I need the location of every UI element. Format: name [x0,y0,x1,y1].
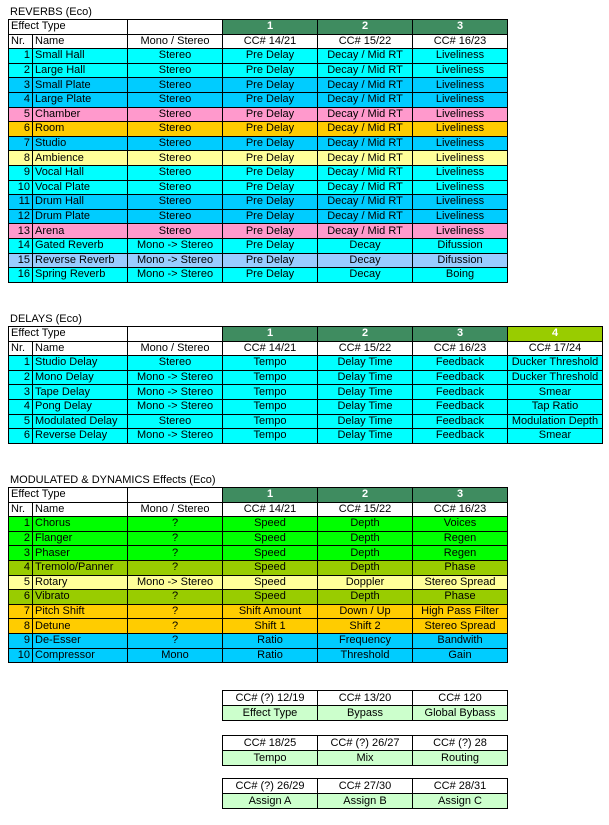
param-number-4: 4 [508,327,603,342]
effect-name: Studio Delay [33,356,128,371]
row-number: 11 [9,195,33,210]
row-number: 3 [9,78,33,93]
cc-value: Global Bybass [413,706,508,721]
reverbs-table [8,19,508,283]
mono-stereo-value: ? [128,531,223,546]
param-2-value: Decay / Mid RT [318,49,413,64]
effect-name: Modulated Delay [33,414,128,429]
table-row [9,224,508,239]
mono-stereo-value: Mono -> Stereo [128,268,223,283]
table-row [9,370,603,385]
row-number: 7 [9,136,33,151]
param-1-value: Pre Delay [223,63,318,78]
param-3-value: Boing [413,268,508,283]
cc-value: Tempo [223,751,318,766]
effect-name: Compressor [33,648,128,663]
row-number: 10 [9,648,33,663]
table-row [9,648,508,663]
param-4-value: Ducker Threshold [508,356,603,371]
param-3-value: Feedback [413,356,508,371]
mono-stereo-value: Stereo [128,49,223,64]
effect-name: Drum Plate [33,209,128,224]
modulated-title: MODULATED & DYNAMICS Effects (Eco) [10,474,216,486]
param-4-value: Ducker Threshold [508,370,603,385]
param-3-value: Liveliness [413,136,508,151]
param-1-value: Tempo [223,385,318,400]
effect-type-label: Effect Type [9,327,128,342]
cc-table-3 [222,778,508,809]
row-number: 5 [9,107,33,122]
mono-stereo-value: Stereo [128,195,223,210]
row-number: 5 [9,414,33,429]
param-3-value: Bandwith [413,633,508,648]
effect-name: Phaser [33,546,128,561]
modulated-table [8,487,508,663]
cc-table-1 [222,690,508,721]
table-row [9,531,508,546]
param-number-3: 3 [413,20,508,35]
mono-stereo-value: ? [128,517,223,532]
table-row [9,209,508,224]
param-2-value: Decay / Mid RT [318,63,413,78]
mono-stereo-value: Stereo [128,63,223,78]
param-1-value: Tempo [223,399,318,414]
param-1-value: Pre Delay [223,238,318,253]
mono-stereo-value: Stereo [128,92,223,107]
row-number: 3 [9,546,33,561]
col-name-header: Name [33,502,128,517]
cc-label: CC# (?) 26/29 [223,779,318,794]
cc-value: Bypass [318,706,413,721]
table-row [9,195,508,210]
mono-stereo-value: ? [128,604,223,619]
cc-header-1: CC# 14/21 [223,341,318,356]
param-1-value: Pre Delay [223,253,318,268]
cc-value: Assign B [318,794,413,809]
effect-name: Reverse Delay [33,429,128,444]
param-2-value: Delay Time [318,399,413,414]
mono-stereo-value: ? [128,619,223,634]
param-3-value: Gain [413,648,508,663]
delays-table [8,326,603,444]
col-mode-header: Mono / Stereo [128,341,223,356]
param-3-value: Feedback [413,399,508,414]
row-number: 4 [9,560,33,575]
mono-stereo-value: Mono -> Stereo [128,238,223,253]
table-row [9,575,508,590]
mono-stereo-value: Mono -> Stereo [128,253,223,268]
param-2-value: Decay / Mid RT [318,92,413,107]
param-1-value: Speed [223,575,318,590]
row-number: 6 [9,429,33,444]
param-3-value: Liveliness [413,224,508,239]
mono-stereo-value: Stereo [128,78,223,93]
effect-name: Flanger [33,531,128,546]
cc-value: Mix [318,751,413,766]
mono-stereo-value: Mono -> Stereo [128,429,223,444]
param-1-value: Speed [223,546,318,561]
cc-header-3: CC# 16/23 [413,341,508,356]
effect-name: Large Hall [33,63,128,78]
param-2-value: Shift 2 [318,619,413,634]
table-row [9,78,508,93]
cc-header-1: CC# 14/21 [223,502,318,517]
param-2-value: Decay / Mid RT [318,224,413,239]
header-blank [128,488,223,503]
effect-name: Vocal Plate [33,180,128,195]
col-mode-header: Mono / Stereo [128,34,223,49]
effect-name: Tape Delay [33,385,128,400]
effect-name: Vocal Hall [33,165,128,180]
param-number-1: 1 [223,20,318,35]
effect-name: Ambience [33,151,128,166]
param-3-value: Difussion [413,238,508,253]
param-2-value: Decay / Mid RT [318,165,413,180]
param-3-value: Difussion [413,253,508,268]
row-number: 1 [9,517,33,532]
param-3-value: Liveliness [413,165,508,180]
cc-header-3: CC# 16/23 [413,502,508,517]
effect-name: Vibrato [33,590,128,605]
col-nr-header: Nr. [9,341,33,356]
param-3-value: Regen [413,531,508,546]
mono-stereo-value: Mono -> Stereo [128,370,223,385]
effect-name: Mono Delay [33,370,128,385]
reverbs-title: REVERBS (Eco) [10,6,92,18]
table-row [9,92,508,107]
param-1-value: Speed [223,531,318,546]
param-number-3: 3 [413,488,508,503]
param-3-value: Feedback [413,385,508,400]
row-number: 7 [9,604,33,619]
param-1-value: Speed [223,590,318,605]
param-3-value: Stereo Spread [413,575,508,590]
param-3-value: Liveliness [413,92,508,107]
param-2-value: Depth [318,560,413,575]
row-number: 8 [9,151,33,166]
row-number: 3 [9,385,33,400]
row-number: 15 [9,253,33,268]
mono-stereo-value: Stereo [128,180,223,195]
table-row [9,619,508,634]
param-2-value: Frequency [318,633,413,648]
mono-stereo-value: ? [128,546,223,561]
cc-header-2: CC# 15/22 [318,34,413,49]
param-3-value: Liveliness [413,107,508,122]
param-number-1: 1 [223,327,318,342]
table-row [9,356,603,371]
param-1-value: Pre Delay [223,92,318,107]
mono-stereo-value: Mono -> Stereo [128,399,223,414]
param-2-value: Delay Time [318,429,413,444]
param-1-value: Pre Delay [223,268,318,283]
param-4-value: Tap Ratio [508,399,603,414]
param-2-value: Decay / Mid RT [318,151,413,166]
mono-stereo-value: Stereo [128,136,223,151]
param-3-value: Liveliness [413,78,508,93]
param-1-value: Speed [223,560,318,575]
cc-header-2: CC# 15/22 [318,341,413,356]
param-3-value: Phase [413,560,508,575]
row-number: 6 [9,122,33,137]
row-number: 12 [9,209,33,224]
mono-stereo-value: ? [128,633,223,648]
param-3-value: Liveliness [413,180,508,195]
param-3-value: Regen [413,546,508,561]
param-3-value: Liveliness [413,63,508,78]
mono-stereo-value: Stereo [128,165,223,180]
row-number: 4 [9,92,33,107]
row-number: 16 [9,268,33,283]
effect-name: Studio [33,136,128,151]
cc-label: CC# (?) 28 [413,736,508,751]
row-number: 2 [9,370,33,385]
cc-label: CC# 27/30 [318,779,413,794]
param-2-value: Decay / Mid RT [318,122,413,137]
effect-type-label: Effect Type [9,20,128,35]
effect-name: Small Plate [33,78,128,93]
param-3-value: Liveliness [413,151,508,166]
param-3-value: Liveliness [413,122,508,137]
cc-label: CC# (?) 12/19 [223,691,318,706]
row-number: 8 [9,619,33,634]
delays-title: DELAYS (Eco) [10,313,82,325]
table-row [9,165,508,180]
param-2-value: Delay Time [318,356,413,371]
cc-label: CC# 120 [413,691,508,706]
effect-name: Reverse Reverb [33,253,128,268]
mono-stereo-value: Stereo [128,122,223,137]
param-4-value: Modulation Depth [508,414,603,429]
table-row [9,268,508,283]
table-row [9,385,603,400]
table-row [9,414,603,429]
table-row [9,63,508,78]
param-number-2: 2 [318,488,413,503]
param-3-value: Feedback [413,429,508,444]
param-3-value: Feedback [413,370,508,385]
cc-value: Assign A [223,794,318,809]
param-number-1: 1 [223,488,318,503]
row-number: 1 [9,49,33,64]
param-3-value: Stereo Spread [413,619,508,634]
effect-name: Arena [33,224,128,239]
param-2-value: Decay / Mid RT [318,78,413,93]
param-2-value: Depth [318,546,413,561]
effect-type-label: Effect Type [9,488,128,503]
row-number: 5 [9,575,33,590]
param-2-value: Depth [318,531,413,546]
table-row [9,517,508,532]
cc-header-2: CC# 15/22 [318,502,413,517]
effect-name: Pitch Shift [33,604,128,619]
cc-label: CC# 28/31 [413,779,508,794]
param-2-value: Threshold [318,648,413,663]
table-row [9,633,508,648]
param-4-value: Smear [508,429,603,444]
param-1-value: Ratio [223,648,318,663]
mono-stereo-value: Mono -> Stereo [128,385,223,400]
param-2-value: Delay Time [318,370,413,385]
param-2-value: Decay / Mid RT [318,107,413,122]
param-1-value: Pre Delay [223,136,318,151]
table-row [9,429,603,444]
mono-stereo-value: Mono [128,648,223,663]
cc-header-3: CC# 16/23 [413,34,508,49]
col-mode-header: Mono / Stereo [128,502,223,517]
param-1-value: Pre Delay [223,151,318,166]
row-number: 13 [9,224,33,239]
mono-stereo-value: Stereo [128,209,223,224]
col-name-header: Name [33,34,128,49]
param-1-value: Pre Delay [223,122,318,137]
param-1-value: Tempo [223,356,318,371]
param-1-value: Pre Delay [223,195,318,210]
row-number: 9 [9,165,33,180]
effect-name: Small Hall [33,49,128,64]
cc-label: CC# 18/25 [223,736,318,751]
row-number: 4 [9,399,33,414]
cc-header-1: CC# 14/21 [223,34,318,49]
table-row [9,253,508,268]
col-nr-header: Nr. [9,34,33,49]
effect-name: Drum Hall [33,195,128,210]
param-1-value: Pre Delay [223,165,318,180]
col-name-header: Name [33,341,128,356]
cc-value: Routing [413,751,508,766]
table-row [9,136,508,151]
param-1-value: Pre Delay [223,78,318,93]
effect-name: De-Esser [33,633,128,648]
effect-name: Tremolo/Panner [33,560,128,575]
param-2-value: Decay / Mid RT [318,136,413,151]
table-row [9,560,508,575]
param-number-2: 2 [318,327,413,342]
header-blank [128,327,223,342]
effect-name: Chamber [33,107,128,122]
param-number-2: 2 [318,20,413,35]
mono-stereo-value: ? [128,590,223,605]
param-1-value: Tempo [223,370,318,385]
table-row [9,122,508,137]
mono-stereo-value: Stereo [128,107,223,122]
effect-name: Detune [33,619,128,634]
table-row [9,590,508,605]
param-1-value: Pre Delay [223,107,318,122]
effect-name: Chorus [33,517,128,532]
param-2-value: Decay [318,238,413,253]
mono-stereo-value: Stereo [128,224,223,239]
param-2-value: Decay / Mid RT [318,180,413,195]
param-3-value: Phase [413,590,508,605]
col-nr-header: Nr. [9,502,33,517]
cc-value: Effect Type [223,706,318,721]
param-3-value: Voices [413,517,508,532]
param-2-value: Decay / Mid RT [318,209,413,224]
effect-name: Spring Reverb [33,268,128,283]
mono-stereo-value: Stereo [128,151,223,166]
table-row [9,604,508,619]
mono-stereo-value: Stereo [128,414,223,429]
cc-table-2 [222,735,508,766]
mono-stereo-value: Mono -> Stereo [128,575,223,590]
param-3-value: Liveliness [413,195,508,210]
param-3-value: Liveliness [413,49,508,64]
row-number: 9 [9,633,33,648]
param-1-value: Tempo [223,429,318,444]
param-1-value: Speed [223,517,318,532]
table-row [9,107,508,122]
cc-value: Assign C [413,794,508,809]
table-row [9,399,603,414]
param-1-value: Pre Delay [223,49,318,64]
param-2-value: Delay Time [318,414,413,429]
table-row [9,546,508,561]
cc-label: CC# (?) 26/27 [318,736,413,751]
param-1-value: Pre Delay [223,209,318,224]
param-1-value: Ratio [223,633,318,648]
row-number: 2 [9,531,33,546]
param-2-value: Doppler [318,575,413,590]
param-1-value: Pre Delay [223,180,318,195]
param-1-value: Shift 1 [223,619,318,634]
mono-stereo-value: ? [128,560,223,575]
table-row [9,151,508,166]
param-2-value: Decay [318,253,413,268]
param-3-value: High Pass Filter [413,604,508,619]
param-2-value: Delay Time [318,385,413,400]
param-2-value: Decay [318,268,413,283]
effect-name: Gated Reverb [33,238,128,253]
mono-stereo-value: Stereo [128,356,223,371]
param-4-value: Smear [508,385,603,400]
row-number: 14 [9,238,33,253]
param-number-3: 3 [413,327,508,342]
table-row [9,238,508,253]
param-1-value: Shift Amount [223,604,318,619]
row-number: 2 [9,63,33,78]
effect-name: Rotary [33,575,128,590]
param-3-value: Feedback [413,414,508,429]
param-2-value: Depth [318,590,413,605]
param-1-value: Pre Delay [223,224,318,239]
param-2-value: Depth [318,517,413,532]
effect-name: Pong Delay [33,399,128,414]
param-2-value: Down / Up [318,604,413,619]
table-row [9,180,508,195]
cc-label: CC# 13/20 [318,691,413,706]
row-number: 10 [9,180,33,195]
row-number: 6 [9,590,33,605]
table-row [9,49,508,64]
param-3-value: Liveliness [413,209,508,224]
cc-header-4: CC# 17/24 [508,341,603,356]
effect-name: Room [33,122,128,137]
param-2-value: Decay / Mid RT [318,195,413,210]
header-blank [128,20,223,35]
row-number: 1 [9,356,33,371]
param-1-value: Tempo [223,414,318,429]
effect-name: Large Plate [33,92,128,107]
